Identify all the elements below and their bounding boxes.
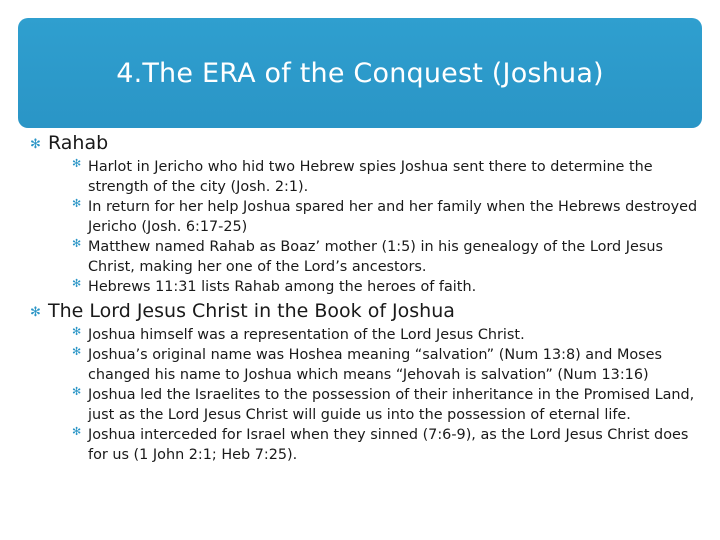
list-item	[72, 236, 700, 276]
list-item-text: In return for her help Joshua spared her and her family when the Hebrews destroyed Jericho (Josh. 6:17-25)	[88, 199, 698, 235]
list-item	[72, 344, 700, 384]
bullet-icon: ✻	[72, 157, 82, 170]
bullet-icon: ✻	[30, 137, 41, 152]
list-item-text: Joshua interceded for Israel when they sinned (7:6-9), as the Lord Jesus Christ does for us (1 John 2:1; Heb 7:25).	[88, 427, 689, 463]
list-item	[72, 424, 700, 464]
bullet-icon: ✻	[30, 305, 41, 320]
sub-bullet-list	[72, 156, 700, 296]
list-item	[72, 324, 700, 344]
list-item-text: Matthew named Rahab as Boaz’ mother (1:5) in his genealogy of the Lord Jesus Christ, making her one of the Lord’s ancestors.	[88, 239, 663, 275]
bullet-icon: ✻	[72, 345, 82, 358]
list-item-text: Joshua’s original name was Hoshea meaning “salvation” (Num 13:8) and Moses changed his name to Joshua which means “Jehovah is salvation” (Num 13:16)	[88, 347, 663, 383]
list-item	[72, 384, 700, 424]
list-item	[72, 276, 700, 296]
section-heading-label: Rahab	[48, 132, 109, 154]
list-item	[72, 156, 700, 196]
list-item-text: Joshua himself was a representation of the Lord Jesus Christ.	[88, 327, 525, 343]
bullet-icon: ✻	[72, 277, 82, 290]
section-heading-jesus-in-joshua	[30, 300, 700, 464]
bullet-icon: ✻	[72, 425, 82, 438]
slide-body	[30, 130, 700, 468]
bullet-list	[30, 132, 700, 464]
list-item-text: Joshua led the Israelites to the possession of their inheritance in the Promised Land, just as the Lord Jesus Christ will guide us into the possession of eternal life.	[88, 387, 695, 423]
bullet-icon: ✻	[72, 325, 82, 338]
sub-bullet-list	[72, 324, 700, 464]
section-heading-rahab	[30, 132, 700, 296]
section-heading-label: The Lord Jesus Christ in the Book of Joshua	[48, 300, 455, 322]
list-item-text: Harlot in Jericho who hid two Hebrew spies Joshua sent there to determine the strength of the city (Josh. 2:1).	[88, 159, 653, 195]
bullet-icon: ✻	[72, 385, 82, 398]
bullet-icon: ✻	[72, 237, 82, 250]
bullet-icon: ✻	[72, 197, 82, 210]
slide-title: 4.The ERA of the Conquest (Joshua)	[116, 57, 604, 89]
list-item	[72, 196, 700, 236]
list-item-text: Hebrews 11:31 lists Rahab among the heroes of faith.	[88, 279, 477, 295]
